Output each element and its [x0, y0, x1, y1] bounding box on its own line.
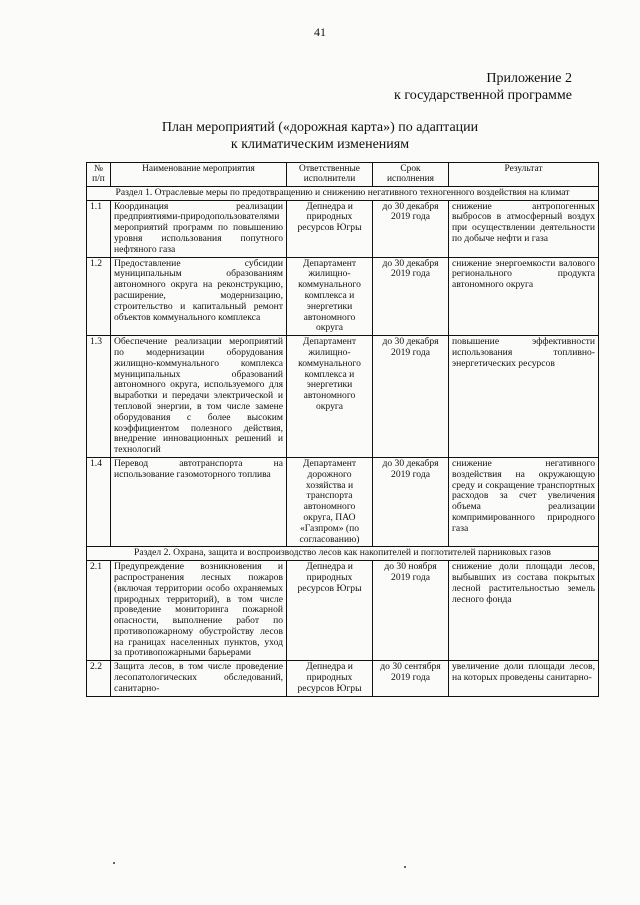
row-result: увеличение доли площади лесов, на которых проведены санитарно-	[449, 661, 599, 696]
row-name: Перевод автотранспорта на использование газомоторного топлива	[111, 457, 287, 546]
row-result: снижение энергоемкости валового регионального продукта автономного округа	[449, 257, 599, 336]
title-line-1: План мероприятий («дорожная карта») по адаптации	[161, 120, 479, 135]
row-result: снижение негативного воздействия на окружающую среду и сокращение транспортных расходов за счет увеличения объема реализации компримированного природного газа	[449, 457, 599, 546]
row-num: 1.2	[87, 257, 111, 336]
page-number: 41	[314, 25, 326, 39]
row-result: повышение эффективности использования топливно-энергетических ресурсов	[449, 336, 599, 458]
row-name: Предупреждение возникновения и распространения лесных пожаров (включая территории особо охраняемых природных территорий), в том числе проведение мониторинга пожарной опасности, выполнение работ по противопожарному обустройству лесов на границах населенных пунктов, уход за противопожарными барьерами	[111, 561, 287, 661]
row-responsible: Депнедра и природных ресурсов Югры	[287, 561, 373, 661]
document-title	[0, 119, 640, 153]
action-plan-table	[86, 162, 599, 697]
row-term: до 30 декабря 2019 года	[373, 257, 449, 336]
table-row	[87, 200, 599, 257]
row-responsible: Депнедра и природных ресурсов Югры	[287, 661, 373, 696]
appendix-heading	[394, 70, 572, 104]
appendix-line-1: Приложение 2	[486, 71, 572, 86]
row-term: до 30 ноября 2019 года	[373, 561, 449, 661]
row-name: Предоставление субсидии муниципальным образованиям автономного округа на реконструкцию, расширение, модернизацию, строительство и капитальный ремонт объектов коммунального комплекса	[111, 257, 287, 336]
header-responsible: Ответственные исполнители	[287, 163, 373, 187]
row-result: снижение антропогенных выбросов в атмосферный воздух при осуществлении деятельности по добыче нефти и газа	[449, 200, 599, 257]
table-row	[87, 336, 599, 458]
row-num: 2.1	[87, 561, 111, 661]
row-responsible: Департамент жилищно-коммунального комплекса и энергетики автономного округа	[287, 336, 373, 458]
appendix-line-2: к государственной программе	[394, 88, 572, 103]
row-result: снижение доли площади лесов, выбывших из состава покрытых лесной растительностью земель лесного фонда	[449, 561, 599, 661]
title-line-2: к климатическим изменениям	[230, 137, 410, 152]
table-header-row	[87, 163, 599, 187]
row-term: до 30 сентября 2019 года	[373, 661, 449, 696]
scan-speck	[113, 862, 115, 864]
section-title-1: Раздел 1. Отраслевые меры по предотвращению и снижению негативного техногенного воздействия на климат	[87, 186, 599, 200]
header-result: Результат	[449, 163, 599, 187]
table-row	[87, 457, 599, 546]
row-responsible: Депнедра и природных ресурсов Югры	[287, 200, 373, 257]
row-num: 1.3	[87, 336, 111, 458]
table-row	[87, 661, 599, 696]
row-responsible: Департамент жилищно-коммунального комплекса и энергетики автономного округа	[287, 257, 373, 336]
row-num: 1.4	[87, 457, 111, 546]
table-row	[87, 257, 599, 336]
row-term: до 30 декабря 2019 года	[373, 457, 449, 546]
section-row	[87, 547, 599, 561]
row-name: Координация реализации предприятиями-природопользователями мероприятий программ по повышению уровня использования попутного нефтяного газа	[111, 200, 287, 257]
header-term: Срок исполнения	[373, 163, 449, 187]
section-title-2: Раздел 2. Охрана, защита и воспроизводство лесов как накопителей и поглотителей парниковых газов	[87, 547, 599, 561]
table-row	[87, 561, 599, 661]
row-responsible: Департамент дорожного хозяйства и транспорта автономного округа, ПАО «Газпром» (по согласованию)	[287, 457, 373, 546]
row-name: Защита лесов, в том числе проведение лесопатологических обследований, санитарно-	[111, 661, 287, 696]
row-num: 1.1	[87, 200, 111, 257]
row-term: до 30 декабря 2019 года	[373, 336, 449, 458]
row-name: Обеспечение реализации мероприятий по модернизации оборудования жилищно-коммунального комплекса муниципальных образований автономного округа, используемого для выработки и передачи электрической и тепловой энергии, в том числе замене оборудования с более высоким коэффициентом полезного действия, внедрение инновационных решений и технологий	[111, 336, 287, 458]
row-term: до 30 декабря 2019 года	[373, 200, 449, 257]
header-num: № п/п	[87, 163, 111, 187]
header-name: Наименование мероприятия	[111, 163, 287, 187]
scan-speck	[404, 866, 406, 868]
row-num: 2.2	[87, 661, 111, 696]
section-row	[87, 186, 599, 200]
